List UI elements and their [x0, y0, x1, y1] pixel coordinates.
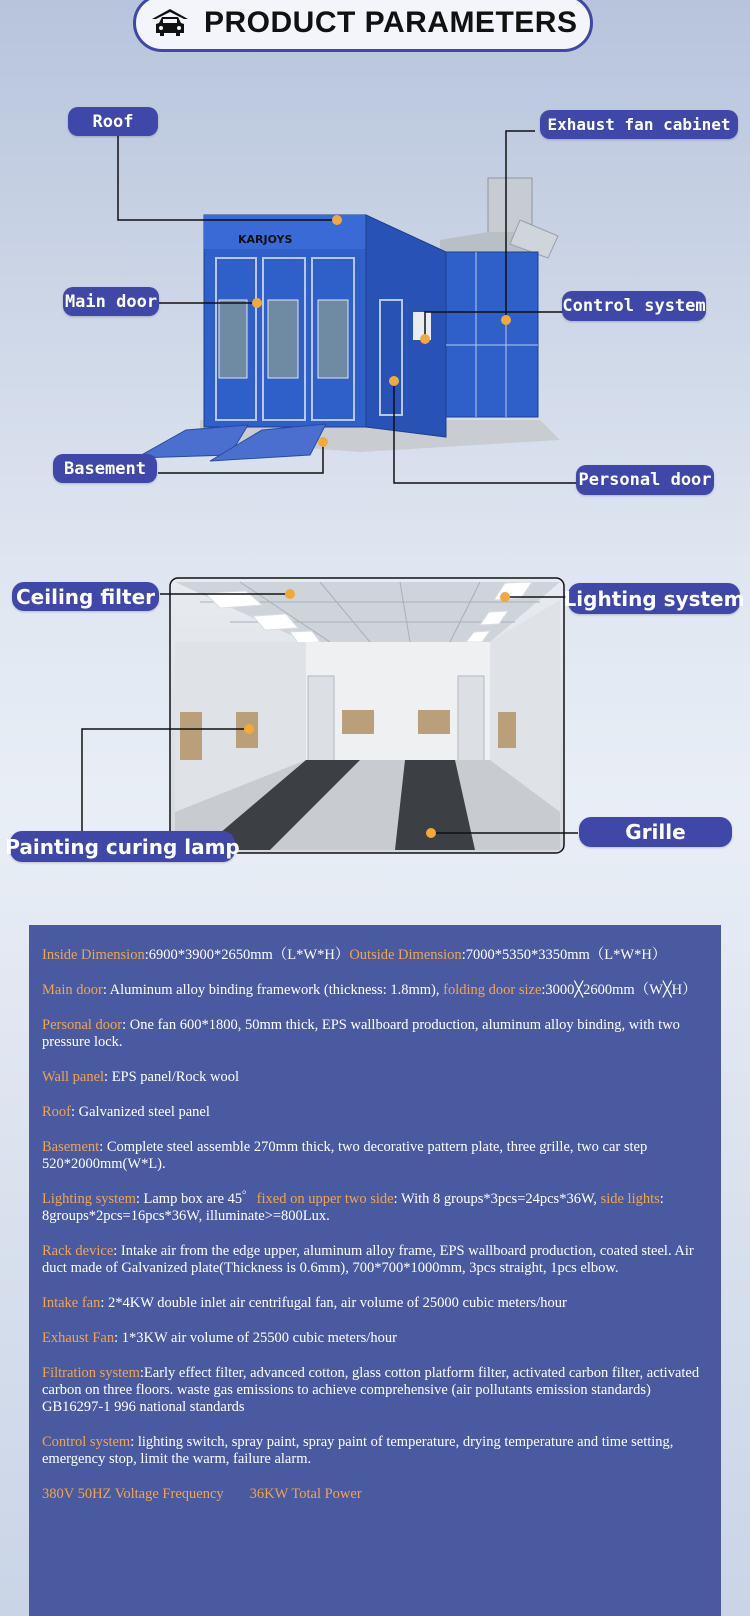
- control-system-label: Control system: [562, 291, 706, 321]
- param-wall-panel: Wall panel: EPS panel/Rock wool: [42, 1069, 239, 1085]
- painting-curing-lamp-label: Painting curing lamp: [10, 831, 235, 862]
- param-roof: Roof: Galvanized steel panel: [42, 1104, 210, 1120]
- param-personal-door: Personal door: One fan 600*1800, 50mm thick, EPS wallboard production, aluminum alloy binding, with two pressure lock.: [42, 1017, 680, 1050]
- param-intake-fan: Intake fan: 2*4KW double inlet air centrifugal fan, air volume of 25000 cubic meters/hour: [42, 1295, 567, 1311]
- param-control-system: Control system: lighting switch, spray paint, spray paint of temperature, drying temperature and time setting, emergency stop, limit the warm, failure alarm.: [42, 1434, 674, 1467]
- param-dimensions: Inside Dimension:6900*3900*2650mm（L*W*H）Outside Dimension:7000*5350*3350mm（L*W*H）: [42, 947, 667, 963]
- param-exhaust-fan: Exhaust Fan: 1*3KW air volume of 25500 cubic meters/hour: [42, 1330, 397, 1346]
- roof-label: Roof: [68, 107, 158, 136]
- grille-label: Grille: [579, 817, 732, 847]
- parameters-panel: [29, 925, 721, 1616]
- param-power: [42, 1486, 708, 1503]
- param-lighting: Lighting system: Lamp box are 45゜fixed on upper two side: With 8 groups*3pcs=24pcs*36W, side lights: 8groups*2pcs=16pcs*36W, illuminate>=800Lux.: [42, 1191, 664, 1224]
- power-text: 36KW Total Power: [249, 1486, 362, 1502]
- brand-text: KARJOYS: [238, 233, 293, 246]
- param-main-door: Main door: Aluminum alloy binding framework (thickness: 1.8mm), folding door size:3000╳2600mm（W╳H）: [42, 982, 697, 998]
- basement-label: Basement: [53, 454, 157, 483]
- ceiling-filter-label: Ceiling filter: [12, 582, 159, 611]
- lighting-system-label: Lighting system: [568, 583, 740, 614]
- main-door-label: Main door: [63, 287, 159, 316]
- param-rack-device: Rack device: Intake air from the edge upper, aluminum alloy frame, EPS wallboard production, coated steel. Air duct made of Galvanized plate(Thickness is 0.6mm), 700*700*1000mm, 3pcs straight, 1pcs elbow.: [42, 1243, 694, 1276]
- page-title: PRODUCT PARAMETERS: [204, 6, 578, 39]
- param-basement: Basement: Complete steel assemble 270mm thick, two decorative pattern plate, three grille, two car step 520*2000mm(W*L).: [42, 1139, 648, 1172]
- personal-door-label: Personal door: [576, 465, 714, 495]
- param-filtration: Filtration system:Early effect filter, advanced cotton, glass cotton platform filter, activated carbon filter, activated carbon on three floors. waste gas emissions to achieve comprehensive (air pollutants emission standards) GB16297-1 996 national standards: [42, 1365, 700, 1415]
- voltage-text: 380V 50HZ Voltage Frequency: [42, 1486, 224, 1502]
- exhaust-fan-cabinet-label: Exhaust fan cabinet: [540, 110, 738, 139]
